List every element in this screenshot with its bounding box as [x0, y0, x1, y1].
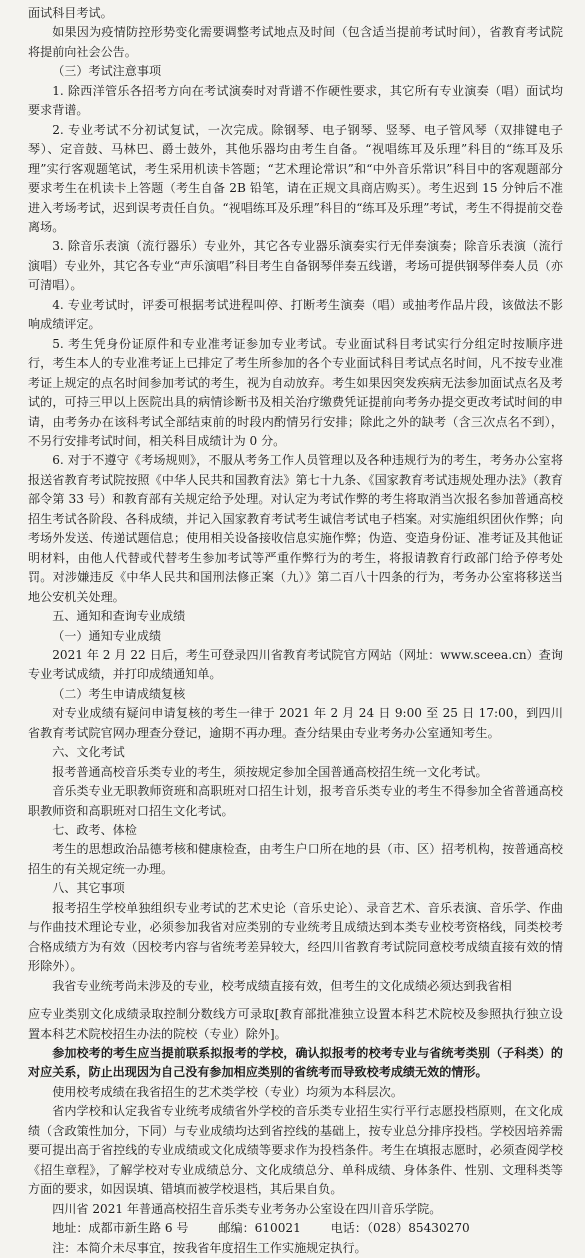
- paragraph: （二）考生申请成绩复核: [52, 686, 186, 701]
- contact-line: [28, 1219, 563, 1238]
- paragraph: 七、政考、体检: [52, 823, 137, 838]
- paragraph: （三）考试注意事项: [52, 64, 162, 79]
- paragraph: 音乐类专业无职教师资班和高职班对口招生计划，报考音乐类专业的考生不得参加全省普通高校职教师资和高职班对口招生文化考试。: [28, 784, 563, 818]
- paragraph: 使用校考成绩在我省招生的艺术类学校（专业）均须为本科层次。: [52, 1084, 403, 1099]
- paragraph: 省内学校和认定我省专业统考成绩省外学校的音乐类专业招生实行平行志愿投档原则，在文化成绩（含政策性加分，下同）与专业成绩均达到省控线的基础上，按专业总分排序投档。学校因培养需要可提出高于省控线的专业成绩或文化成绩等要求作为投档条件。考生在填报志愿时，必须查阅学校《招生章程》，了解学校对专业成绩总分、文化成绩总分、单科成绩、身体条件、性别、文理科类等方面的要求，如因误填、错填而被学校退档，其后果自负。: [28, 1104, 563, 1197]
- paragraph: 5. 考生凭身份证原件和专业准考证参加专业考试。专业面试科目考试实行分组定时按顺序进行，考生本人的专业准考证上已排定了考生所参加的各个专业面试科目考试点名时间，凡不按专业准考证上规定的点名时间参加考试的考生，视为自动放弃。考生如果因突发疾病无法参加面试点名及考试的，可持三甲以上医院出具的病情诊断书及相关治疗缴费凭证提前向考务办提交更改考试时间的申请，由考务办在该科考试全部结束前的时段内酌情另行安排；除此之外的缺考（含三次点名不到），不另行安排考试时间，相关科目成绩计为 0 分。: [28, 336, 563, 448]
- paragraph: 面试科目考试。: [28, 6, 113, 20]
- paragraph: 6. 对于不遵守《考场规则》，不服从考务工作人员管理以及各种违规行为的考生，考务办公室将报送省教育考试院按照《中华人民共和国教育法》第七十九条、《国家教育考试违规处理办法》（教育部令第 33 号）和教育部有关规定给予处理。对认定为考试作弊的考生将取消当次报名参加普通高校招生考试各阶段、各科成绩，并记入国家教育考试考生诚信考试电子档案。对实施组织团伙作弊；向考场外发送、传递试题信息；使用相关设备接收信息实施作弊；伪造、变造身份证、准考证及其他证明材料，由他人代替或代替考生参加考试等严重作弊行为的考生，将报请教育行政部门给予停考处罚。对涉嫌违反《中华人民共和国刑法修正案（九）》第二百八十四条的行为，考务办公室将移送当地公安机关处理。: [28, 453, 563, 604]
- paragraph: 3. 除音乐表演（流行器乐）专业外，其它各专业器乐演奏实行无伴奏演奏；除音乐表演（流行演唱）专业外，其它各专业“声乐演唱”科目考生自备钢琴伴奏五线谱，考场可提供钢琴伴奏人员（亦可清唱）。: [28, 239, 563, 293]
- paragraph: 对专业成绩有疑问申请复核的考生一律于 2021 年 2 月 24 日 9:00 至 25 日 17:00，到四川省教育考试院官网办理查分登记，逾期不再办理。查分结果由专业考务办公室通知考生。: [28, 706, 563, 740]
- paragraph: 4. 专业考试时，评委可根据考试进程叫停、打断考生演奏（唱）或抽考作品片段，该做法不影响成绩评定。: [28, 297, 563, 332]
- zip-text: 邮编：610021: [218, 1221, 301, 1236]
- paragraph: 2021 年 2 月 22 日后，考生可登录四川省教育考试院官方网站（网址：www.sceea.cn）查询专业考试成绩，并打印成绩通知单。: [28, 647, 563, 682]
- paragraph: 报考普通高校音乐类专业的考生，须按规定参加全国普通高校招生统一文化考试。: [52, 764, 488, 779]
- paragraph: 1. 除西洋管乐各招考方向在考试演奏时对背谱不作硬性要求，其它所有专业演奏（唱）面试均要求背谱。: [28, 83, 563, 118]
- paragraph: （一）通知专业成绩: [52, 628, 162, 643]
- address-text: 地址：成都市新生路 6 号: [52, 1221, 189, 1236]
- paragraph: 五、通知和查询专业成绩: [52, 609, 186, 624]
- paragraph: 2. 专业考试不分初试复试，一次完成。除钢琴、电子钢琴、竖琴、电子管风琴（双排键电子琴）、定音鼓、马林巴、爵士鼓外，其他乐器均由考生自备。“视唱练耳及乐理”科目的“练耳及乐理”实行客观题笔试，考生采用机读卡答题；“艺术理论常识”和“中外音乐常识”科目中的客观题部分要求考生在机读卡上答题（考生自备 2B 铅笔，请在正规文具商店购买）。考生迟到 15 分钟后不准进入考场考试，迟到误考责任自负。“视唱练耳及乐理”科目的“练耳及乐理”考试，考生不得提前交卷离场。: [28, 122, 563, 234]
- paragraph: 考生的思想政治品德考核和健康检查，由考生户口所在地的县（市、区）招考机构，按普通高校招生的有关规定统一办理。: [28, 842, 563, 876]
- footnote: 注：本简介未尽事宜，按我省年度招生工作实施规定执行。: [52, 1240, 367, 1255]
- paragraph: 应专业类别文化成绩录取控制分数线方可录取[教育部批准独立设置本科艺术院校及参照执行独立设置本科艺术院校招生办法的院校（专业）除外]。: [28, 1007, 563, 1041]
- document-body: [28, 4, 563, 1219]
- paragraph: 四川省 2021 年普通高校招生音乐类专业考务办公室设在四川音乐学院。: [52, 1201, 442, 1216]
- paragraph: 八、其它事项: [52, 881, 125, 896]
- paragraph: 如果因为疫情防控形势变化需要调整考试地点及时间（包含适当提前考试时间），省教育考试院将提前向社会公告。: [28, 25, 563, 59]
- paragraph: 报考招生学校单独组织专业考试的艺术史论（音乐史论）、录音艺术、音乐表演、音乐学、作曲与作曲技术理论专业，必须参加我省对应类别的专业统考且成绩达到本类专业校考资格线，同类校考合格成绩方为有效（因校考内容与省统考差异较大，经四川省教育考试院同意校考成绩直接有效的情形除外）。: [28, 900, 563, 974]
- paragraph: 我省专业统考尚未涉及的专业，校考成绩直接有效，但考生的文化成绩必须达到我省相: [52, 978, 512, 993]
- paragraph: 六、文化考试: [52, 745, 125, 760]
- paragraph: 参加校考的考生应当提前联系拟报考的学校，确认拟报考的校考专业与省统考类别（子科类）的对应关系，防止出现因为自己没有参加相应类别的省统考而导致校考成绩无效的情形。: [28, 1046, 563, 1080]
- phone-text: 电话：（028）85430270: [330, 1221, 470, 1236]
